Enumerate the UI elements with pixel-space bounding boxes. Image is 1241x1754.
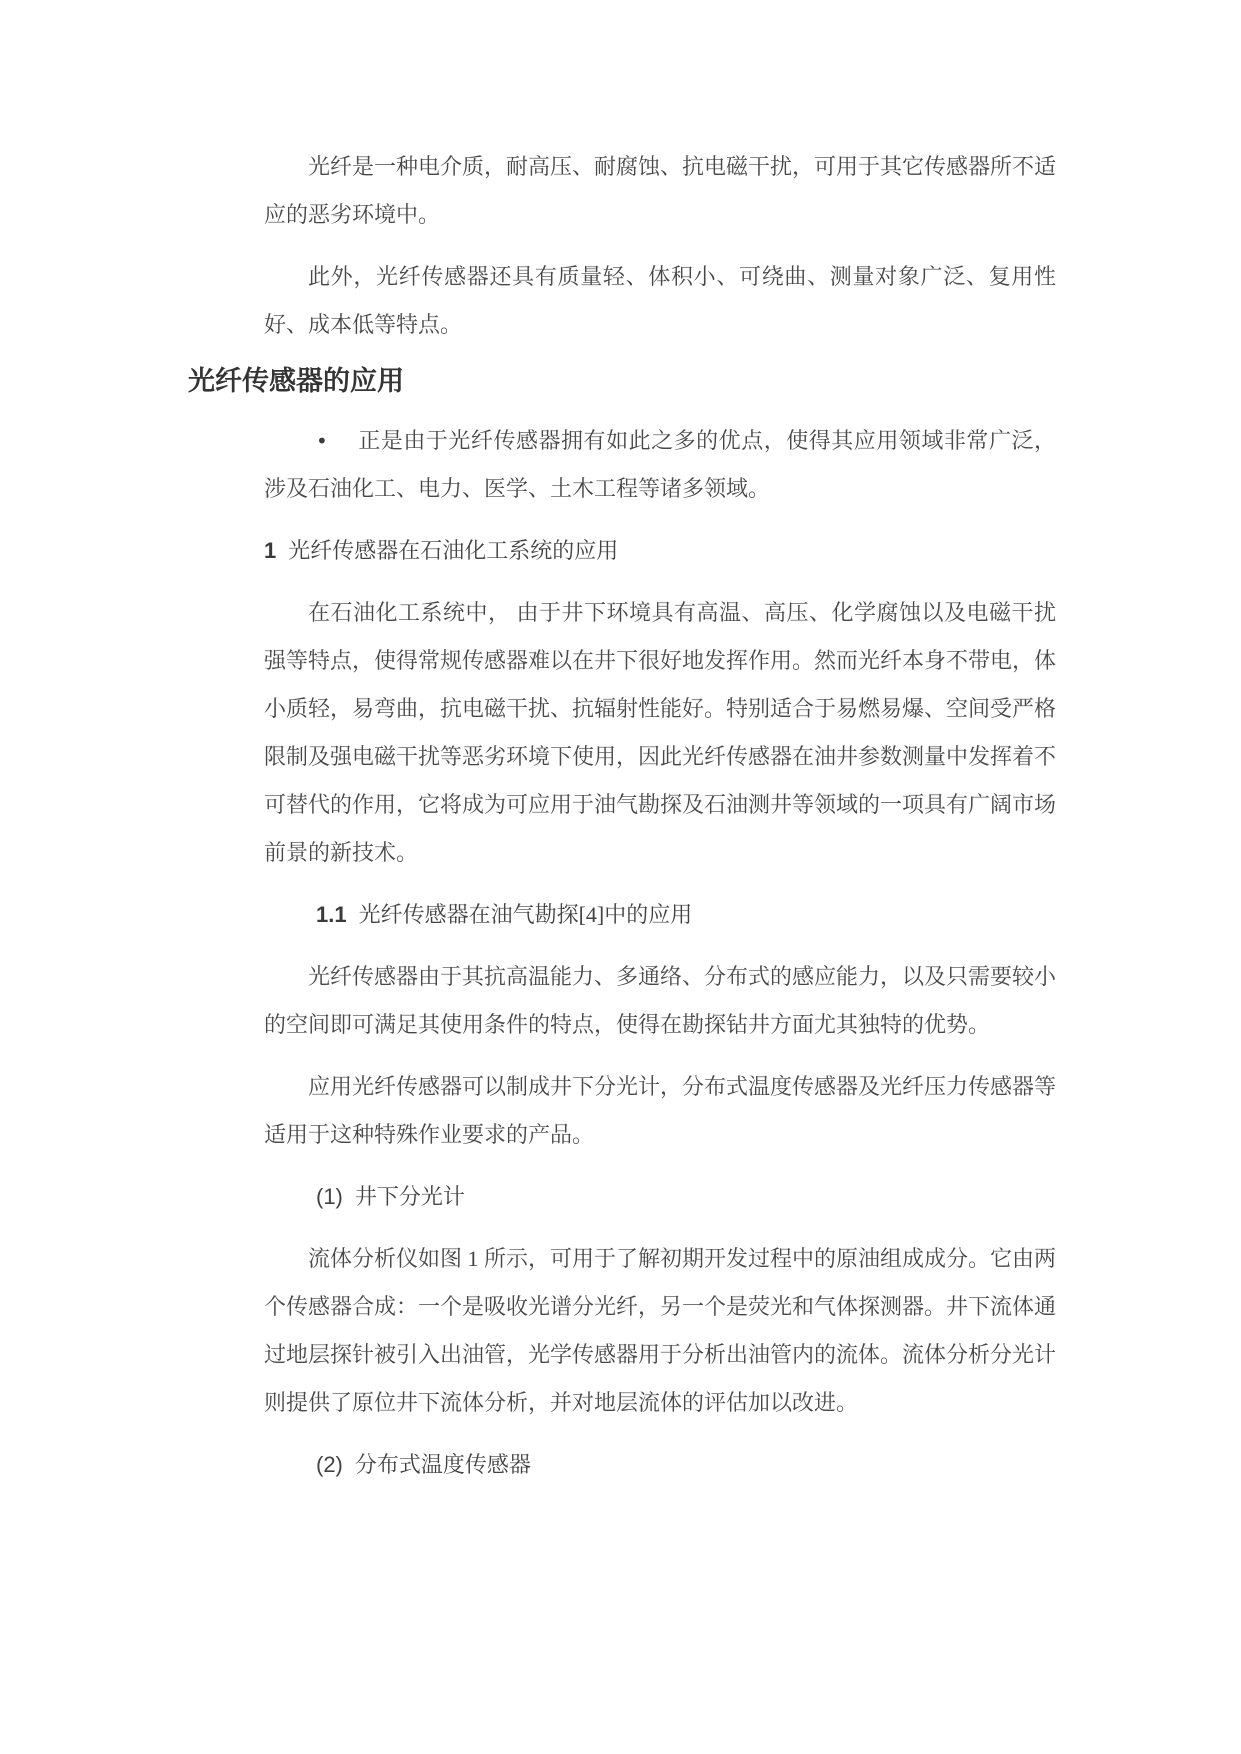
heading-item-2-number: (2): [316, 1452, 343, 1477]
heading-item-2-text: 分布式温度传感器: [354, 1452, 531, 1477]
heading-section-1-text: 光纤传感器在石油化工系统的应用: [288, 538, 619, 563]
bullet-item-text: 正是由于光纤传感器拥有如此之多的优点，使得其应用领域非常广泛，涉及石油化工、电力、医学、土木工程等诸多领域。: [264, 428, 1056, 501]
paragraph-fluid-analyzer: 流体分析仪如图 1 所示，可用于了解初期开发过程中的原油组成成分。它由两个传感器合成：一个是吸收光谱分光纤，另一个是荧光和气体探测器。井下流体通过地层探针被引入出油管，光学传感器用于分析出油管内的流体。流体分析分光计则提供了原位井下流体分析，并对地层流体的评估加以改进。: [264, 1246, 1057, 1415]
heading-section-1-number: 1: [264, 538, 277, 563]
heading-item-1-text: 井下分光计: [354, 1184, 465, 1209]
bullet-icon: •: [316, 429, 328, 453]
paragraph-petrochemical-environment: 在石油化工系统中， 由于井下环境具有高温、高压、化学腐蚀以及电磁干扰强等特点，使得常规传感器难以在井下很好地发挥作用。然而光纤本身不带电，体小质轻，易弯曲，抗电磁干扰、抗辐射性能好。特别适合于易燃易爆、空间受严格限制及强电磁干扰等恶劣环境下使用，因此光纤传感器在油井参数测量中发挥着不可替代的作用，它将成为可应用于油气勘探及石油测井等领域的一项具有广阔市场前景的新技术。: [264, 600, 1057, 865]
document-content: [188, 143, 1060, 1503]
heading-section-1-petrochemical: [264, 527, 1056, 575]
paragraph-sensor-products: 应用光纤传感器可以制成井下分光计，分布式温度传感器及光纤压力传感器等适用于这种特殊作业要求的产品。: [264, 1074, 1057, 1147]
paragraph-additional-features: 此外，光纤传感器还具有质量轻、体积小、可绕曲、测量对象广泛、复用性好、成本低等特点。: [264, 264, 1056, 337]
paragraph-optical-fiber-intro: 光纤是一种电介质，耐高压、耐腐蚀、抗电磁干扰，可用于其它传感器所不适应的恶劣环境中。: [264, 154, 1057, 227]
paragraph-exploration-advantages: 光纤传感器由于其抗高温能力、多通络、分布式的感应能力，以及只需要较小的空间即可满足其使用条件的特点，使得在勘探钻井方面尤其独特的优势。: [264, 964, 1057, 1037]
heading-section-1-1-number: 1.1: [316, 902, 347, 927]
heading-section-1-1-text: 光纤传感器在油气勘探[4]中的应用: [358, 902, 693, 927]
heading-item-1-number: (1): [316, 1184, 343, 1209]
bullet-item-application-fields: [264, 417, 1056, 513]
heading-fiber-sensor-applications: 光纤传感器的应用: [188, 366, 404, 396]
heading-section-1-1-exploration: [264, 891, 1056, 939]
heading-item-1-downhole-spectrometer: [264, 1173, 1056, 1221]
heading-item-2-distributed-temperature-sensor: [264, 1441, 1056, 1489]
